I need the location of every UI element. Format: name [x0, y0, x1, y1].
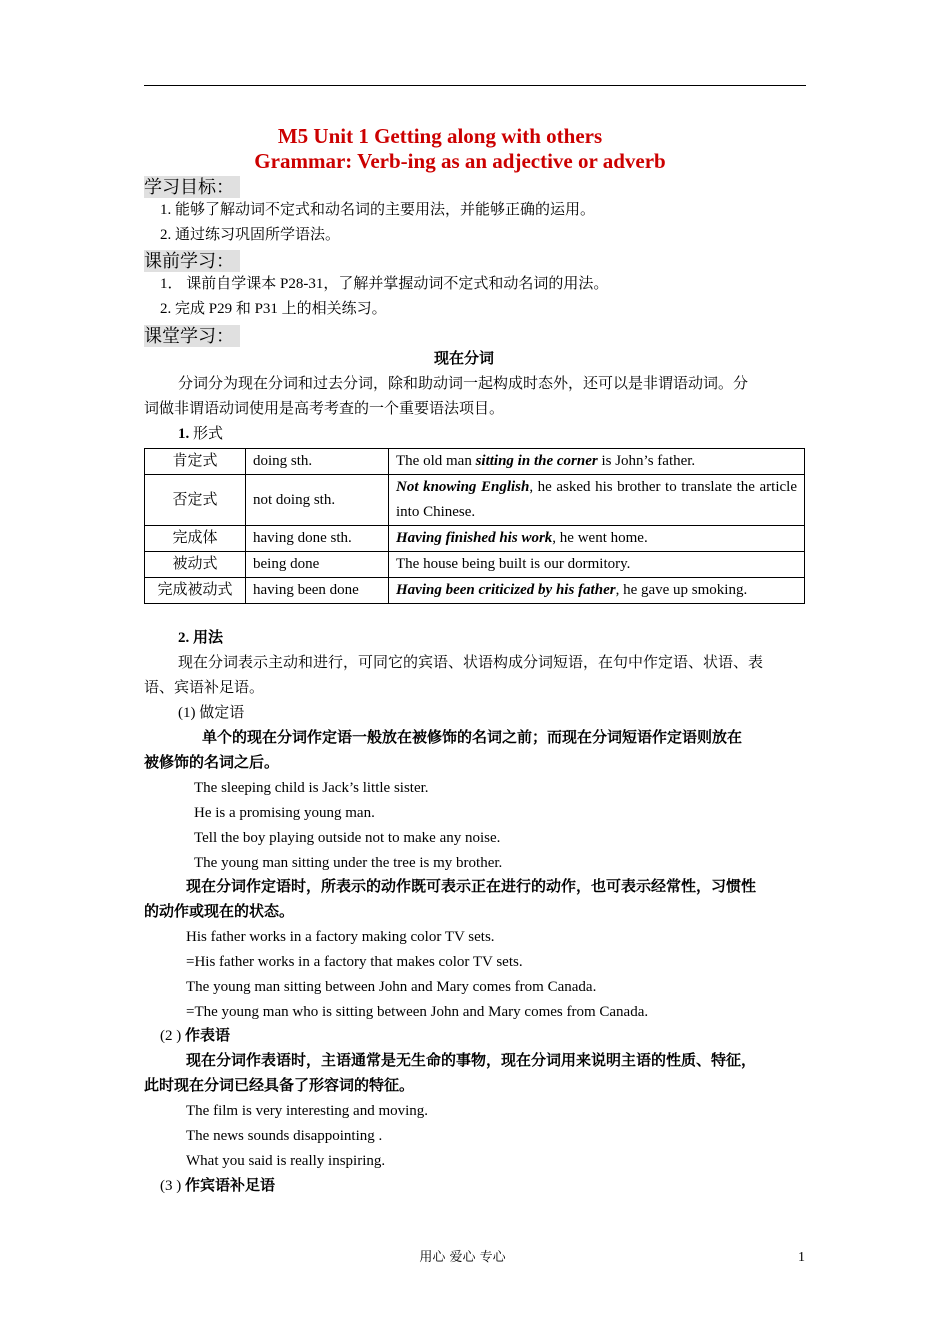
form-pattern: having done sth. — [246, 526, 389, 552]
form-name: 肯定式 — [145, 449, 246, 475]
header-rule — [144, 85, 806, 86]
table-row — [145, 552, 805, 578]
attributive-rule: 单个的现在分词作定语一般放在被修饰的名词之前；而现在分词短语作定语则放在 — [202, 730, 743, 746]
example-emphasis: Having finished his work — [396, 530, 553, 546]
example-sentence: The news sounds disappointing . — [186, 1128, 383, 1144]
goal-item: 2. 通过练习巩固所学语法。 — [160, 227, 341, 243]
example-sentence: What you said is really inspiring. — [186, 1153, 386, 1169]
form-pattern: being done — [246, 552, 389, 578]
form-pattern: having been done — [246, 578, 389, 604]
example-sentence: =His father works in a factory that makes color TV sets. — [186, 954, 523, 970]
form-name: 被动式 — [145, 552, 246, 578]
form-example — [389, 526, 805, 552]
attributive-rule: 被修饰的名词之后。 — [144, 755, 280, 771]
form-name: 完成体 — [145, 526, 246, 552]
page-number: 1 — [798, 1250, 805, 1265]
example-sentence: Tell the boy playing outside not to make any noise. — [194, 830, 501, 846]
form-example — [389, 449, 805, 475]
predicative-rule: 现在分词作表语时，主语通常是无生命的事物，现在分词用来说明主语的性质、特征， — [186, 1053, 757, 1069]
section-heading-classwork: 课堂学习： — [144, 325, 240, 347]
form-pattern: not doing sth. — [246, 475, 389, 526]
predicative-rule: 此时现在分词已经具备了形容词的特征。 — [144, 1078, 415, 1094]
table-row — [145, 578, 805, 604]
object-complement-label: 作宾语补足语 — [181, 1178, 276, 1194]
participle-form-table — [144, 448, 805, 604]
example-sentence: The film is very interesting and moving. — [186, 1103, 429, 1119]
example-text: The old man — [396, 453, 476, 469]
section-heading-preview: 课前学习： — [144, 250, 240, 272]
usage-intro: 语、宾语补足语。 — [144, 680, 265, 696]
topic-heading: 现在分词 — [433, 351, 494, 367]
example-sentence: The young man sitting between John and Mary comes from Canada. — [186, 979, 597, 995]
goal-item: 1. 能够了解动词不定式和动名词的主要用法，并能够正确的运用。 — [160, 202, 596, 218]
example-emphasis: Not knowing English — [396, 479, 530, 495]
footer-motto: 用心 爱心 专心 — [419, 1250, 506, 1265]
attributive-heading: (1) 做定语 — [178, 705, 245, 721]
object-complement-number: (3 ) — [160, 1178, 182, 1194]
section-heading-goals: 学习目标： — [144, 176, 240, 198]
example-sentence: =The young man who is sitting between John and Mary comes from Canada. — [186, 1004, 649, 1020]
form-pattern: doing sth. — [246, 449, 389, 475]
table-row — [145, 449, 805, 475]
form-name: 完成被动式 — [145, 578, 246, 604]
example-sentence: The young man sitting under the tree is my brother. — [194, 855, 503, 871]
form-heading-number: 1. — [178, 426, 190, 442]
example-text: , he gave up smoking. — [615, 582, 748, 598]
document-title: M5 Unit 1 Getting along with others — [277, 124, 603, 148]
object-complement-heading — [160, 1174, 822, 1199]
form-name: 否定式 — [145, 475, 246, 526]
form-example — [389, 578, 805, 604]
usage-intro: 现在分词表示主动和进行，可同它的宾语、状语构成分词短语，在句中作定语、状语、表 — [178, 655, 764, 671]
example-sentence: He is a promising young man. — [194, 805, 375, 821]
form-heading — [178, 422, 840, 447]
example-text: is John’s father. — [597, 453, 696, 469]
usage-heading: 2. 用法 — [178, 630, 224, 646]
intro-text: 分词分为现在分词和过去分词，除和助动词一起构成时态外，还可以是非谓语动词。分 — [178, 376, 749, 392]
example-text: , he asked his brother to translate the article into Chinese. — [396, 479, 797, 520]
predicative-number: (2 ) — [160, 1028, 182, 1044]
form-heading-label: 形式 — [189, 426, 224, 442]
form-example: The house being built is our dormitory. — [389, 552, 805, 578]
intro-text: 词做非谓语动词使用是高考考查的一个重要语法项目。 — [144, 401, 505, 417]
example-emphasis: sitting in the corner — [475, 453, 598, 469]
attributive-rule: 的动作或现在的状态。 — [144, 904, 295, 920]
preview-item: 2. 完成 P29 和 P31 上的相关练习。 — [160, 301, 387, 317]
predicative-label: 作表语 — [181, 1028, 231, 1044]
document-subtitle: Grammar: Verb-ing as an adjective or adverb — [254, 149, 666, 173]
example-emphasis: Having been criticized by his father — [396, 582, 616, 598]
predicative-heading — [160, 1024, 822, 1049]
preview-item: 1． 课前自学课本 P28-31，了解并掌握动词不定式和动名词的用法。 — [160, 276, 609, 292]
table-row — [145, 475, 805, 526]
example-text: , he went home. — [552, 530, 648, 546]
table-row — [145, 526, 805, 552]
example-sentence: The sleeping child is Jack’s little sister. — [194, 780, 429, 796]
example-sentence: His father works in a factory making color TV sets. — [186, 929, 495, 945]
form-example — [389, 475, 805, 526]
attributive-rule: 现在分词作定语时，所表示的动作既可表示正在进行的动作，也可表示经常性，习惯性 — [186, 879, 757, 895]
